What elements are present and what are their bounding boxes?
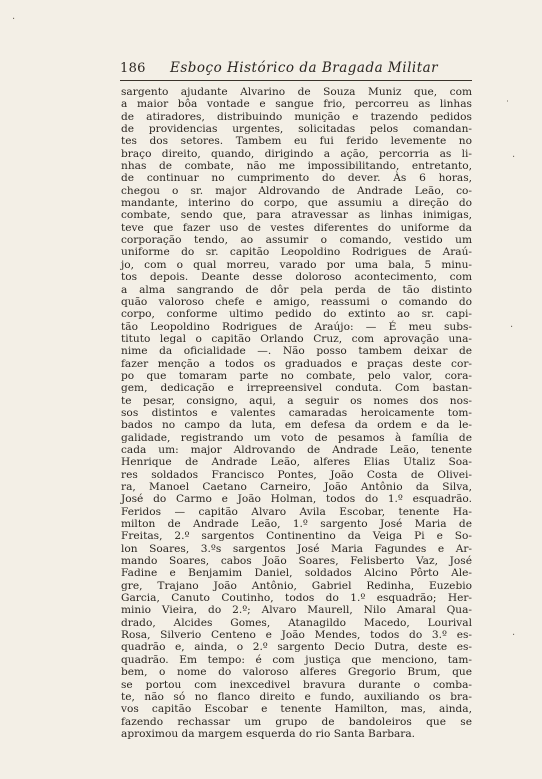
text-line: Fadine e Benjamim Daniel, soldados Alcino Pôrto Ale- (121, 567, 472, 580)
text-line: sos distintos e valentes camaradas heroicamente tom- (121, 406, 472, 419)
margin-mark: · (510, 322, 514, 333)
text-line: a alma sangrando de dôr pela perda de tão distinto (121, 283, 472, 296)
margin-mark: ᐝ (506, 100, 509, 111)
header-rule (120, 80, 472, 81)
text-line: drado, Alcides Gomes, Atanagildo Macedo, Lourival (121, 616, 472, 629)
text-line: te pesar, consigno, aqui, a seguir os nomes dos nos- (121, 394, 472, 407)
text-line: tituto legal o capitão Orlando Cruz, com aprovação una- (121, 332, 472, 345)
text-line: fazer menção a todos os graduados e praças deste cor- (121, 357, 472, 370)
text-line: cada um: major Aldrovando de Andrade Leão, tenente (121, 443, 472, 456)
text-line: milton de Andrade Leão, 1.º sargento José Maria de (121, 518, 472, 531)
text-line: corpo, conforme ultimo pedido do extinto ao sr. capi- (121, 308, 472, 321)
text-line: quadrão. Em tempo: é com justiça que menciono, tam- (121, 653, 472, 666)
text-line: jo, com o qual morreu, varado por uma bala, 5 minu- (121, 258, 472, 271)
text-line: se portou com inexcedivel bravura durante o comba- (121, 678, 472, 691)
text-line: te, não só no flanco direito e fundo, auxiliando os bra- (121, 690, 472, 703)
scan-speck: · (12, 14, 16, 25)
text-line: uniforme do sr. capitão Leopoldino Rodrigues de Araú- (121, 246, 472, 259)
text-line: po que tomaram parte no combate, pelo valor, cora- (121, 369, 472, 382)
text-line: Feridos — capitão Alvaro Avila Escobar, tenente Ha- (121, 505, 472, 518)
text-line: tes dos setores. Tambem eu fui ferido levemente no (121, 135, 472, 148)
text-line: mando Soares, cabos João Soares, Felisberto Vaz, José (121, 555, 472, 568)
text-line: Henrique de Andrade Leão, alferes Elias Utaliz Soa- (121, 456, 472, 469)
text-line: aproximou da margem esquerda do rio Santa Barbara. (121, 727, 416, 740)
text-line: de continuar no cumprimento do dever. Às 6 horas, (121, 172, 472, 185)
text-line: vos capitão Escobar e tenente Hamilton, mas, ainda, (121, 703, 472, 716)
text-line: José do Carmo e João Holman, todos do 1.º esquadrão. (121, 493, 472, 506)
text-line: corporação tendo, ao assumir o comando, vestido um (121, 234, 472, 247)
text-line: galidade, registrando um voto de pesamos à família de (121, 431, 472, 444)
text-line: gre, Trajano João Antônio, Gabriel Redinha, Euzebio (121, 579, 472, 592)
text-line: tão Leopoldino Rodrigues de Araújo: — É meu subs- (121, 320, 472, 333)
page-number: 186 (120, 60, 146, 76)
text-line: nime da oficialidade —. Não posso tambem deixar de (121, 345, 472, 358)
text-line: de atiradores, distribuindo munição e trazendo pedidos (121, 110, 472, 123)
text-line: chegou o sr. major Aldrovando de Andrade Leão, co- (121, 184, 472, 197)
text-line: quão valoroso chefe e amigo, reassumi o comando do (121, 295, 472, 308)
text-line: ra, Manoel Caetano Carneiro, João Antônio da Silva, (121, 481, 472, 493)
margin-mark: · (512, 630, 516, 641)
text-line: res soldados Francisco Pontes, João Costa de Olivei- (121, 468, 472, 481)
text-line: sargento ajudante Alvarino de Souza Muniz que, com (121, 86, 472, 98)
running-title: Esboço Histórico da Bragada Militar (170, 60, 439, 76)
text-line: Rosa, Silverio Centeno e João Mendes, todos do 3.º es- (121, 629, 472, 642)
text-line: gem, dedicação e irrepreensivel conduta. Com bastan- (121, 382, 472, 395)
page-header (120, 56, 470, 80)
text-line: bados no campo da luta, em defesa da ordem e da le- (121, 419, 472, 432)
text-line: tos depois. Deante desse doloroso acontecimento, com (121, 271, 472, 284)
text-line: nhas de combate, não me impossibilitando, entretanto, (121, 160, 472, 173)
text-line: quadrão e, ainda, o 2.º sargento Decio Dutra, deste es- (121, 641, 472, 654)
body-text (121, 86, 472, 740)
text-line: minio Vieira, do 2.º; Alvaro Maurell, Nilo Amaral Qua- (121, 604, 472, 617)
text-line: a maior bôa vontade e sangue frio, percorreu as linhas (121, 98, 472, 111)
text-line: teve que fazer uso de vestes diferentes do uniforme da (121, 221, 472, 234)
text-line: braço direito, quando, dirigindo a ação, percorria as li- (121, 147, 472, 160)
text-line: Garcia, Canuto Coutinho, todos do 1.º esquadrão; Her- (121, 592, 472, 605)
text-line: fazendo rechassar um grupo de bandoleiros que se (121, 715, 472, 728)
margin-mark: · (512, 152, 516, 163)
text-line: mandante, interino do corpo, que assumiu a direção do (121, 197, 472, 210)
text-line: Freitas, 2.º sargentos Continentino da Veiga Pi e So- (121, 530, 472, 543)
text-line: de providencias urgentes, solicitadas pelos comandan- (121, 123, 472, 136)
text-line: lon Soares, 3.ºs sargentos José Maria Fagundes e Ar- (121, 542, 472, 555)
text-line: bem, o nome do valoroso alferes Gregorio Brum, que (121, 666, 472, 679)
text-line: combate, sendo que, para atravessar as linhas inimigas, (121, 209, 472, 222)
